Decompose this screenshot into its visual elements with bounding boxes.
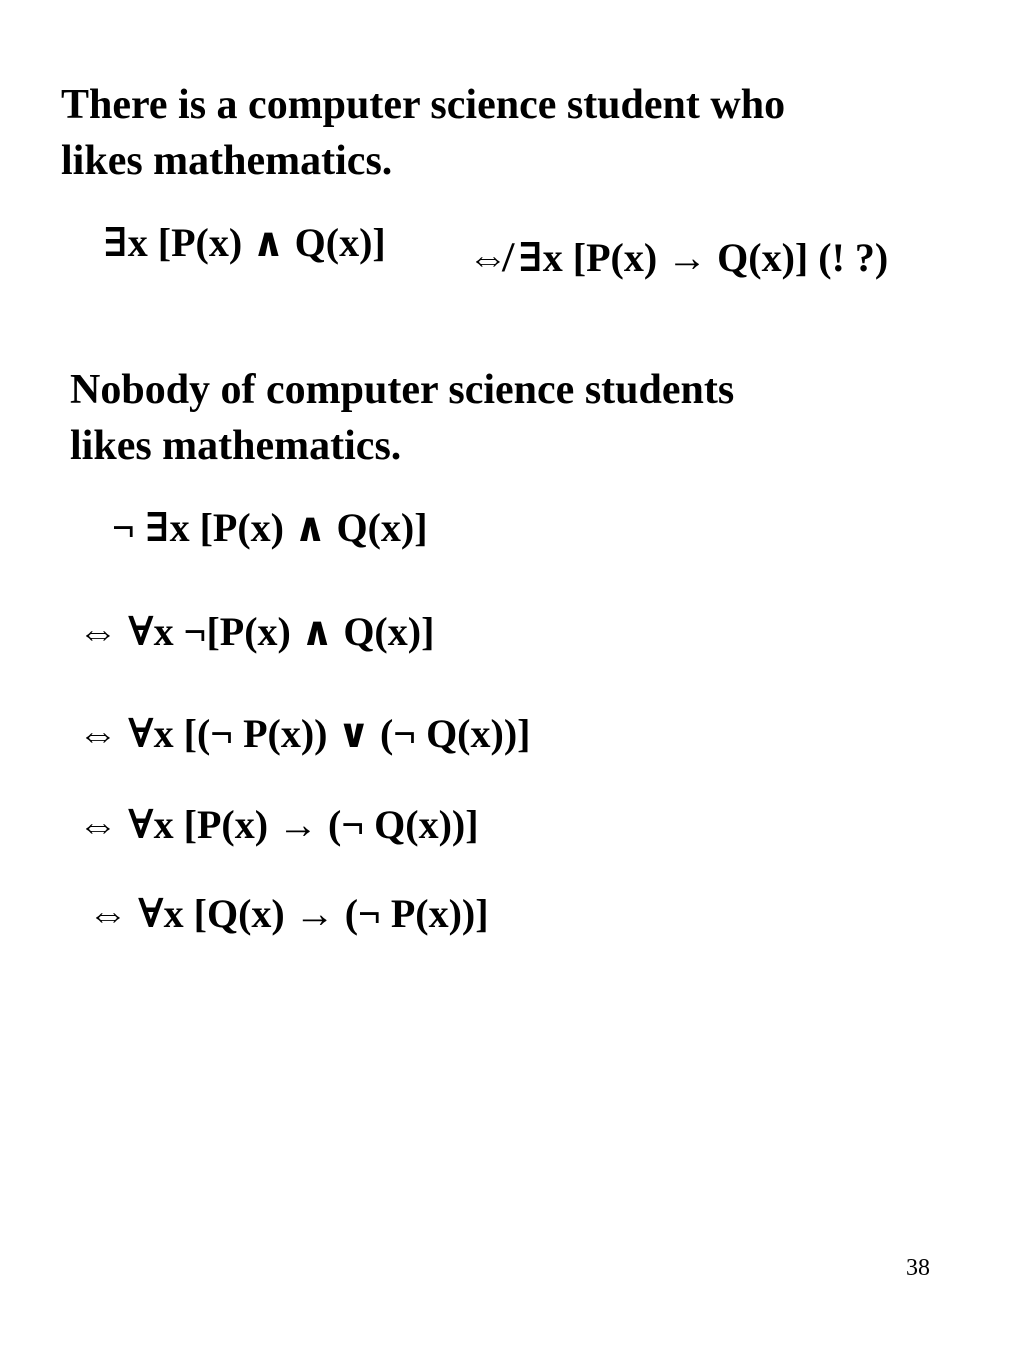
- formula-step-1: ¬ ∃x [P(x) ∧ Q(x)]: [112, 505, 428, 550]
- page-number: 38: [906, 1255, 930, 1281]
- formula-step-4: ⇔ ∀x [P(x) → (¬ Q(x))]: [78, 802, 479, 847]
- statement-1-line-2: likes mathematics.: [61, 138, 393, 184]
- formula-step-5: ⇔ ∀x [Q(x) → (¬ P(x))]: [88, 891, 489, 936]
- formula-not-equivalent: ⇎ ∃x [P(x) → Q(x)] (! ?): [468, 235, 889, 280]
- statement-2-line-1: Nobody of computer science students: [70, 367, 735, 413]
- formula-step-3: ⇔ ∀x [(¬ P(x)) ∨ (¬ Q(x))]: [78, 711, 531, 756]
- formula-step-2: ⇔ ∀x ¬[P(x) ∧ Q(x)]: [78, 609, 435, 654]
- statement-2-line-2: likes mathematics.: [70, 423, 402, 469]
- formula-exists-and: ∃x [P(x) ∧ Q(x)]: [103, 220, 386, 265]
- statement-1-line-1: There is a computer science student who: [61, 82, 786, 128]
